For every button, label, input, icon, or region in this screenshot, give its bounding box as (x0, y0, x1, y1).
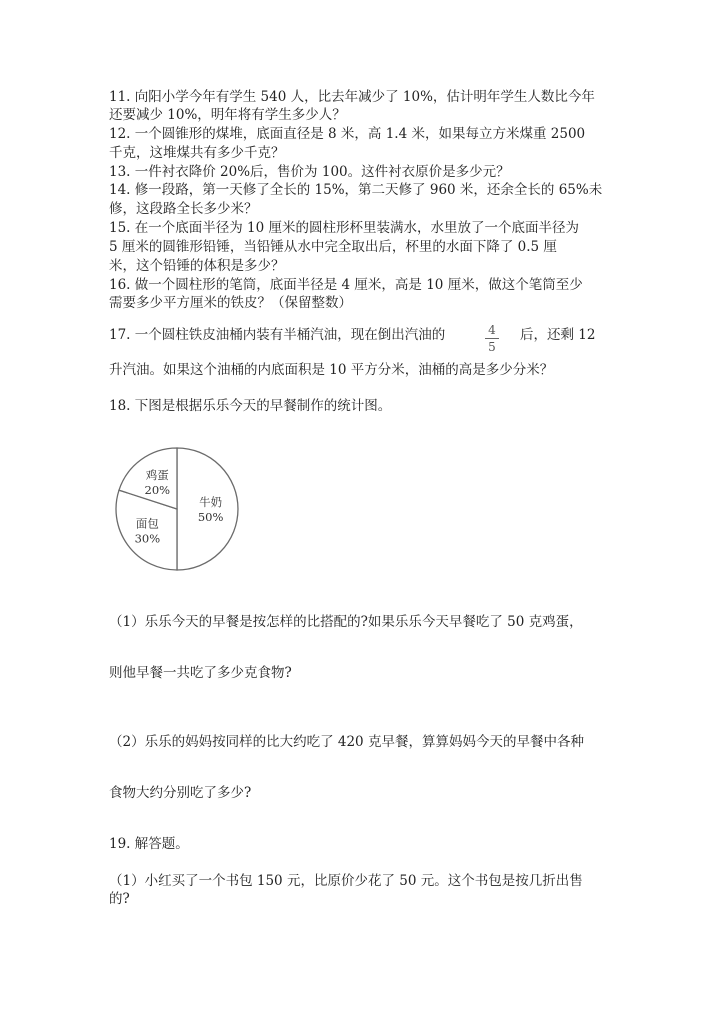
q17-fraction (482, 323, 502, 354)
q17-line1-after: 后，还剩 12 (520, 327, 596, 343)
q13-line1: 13. 一件衬衣降价 20%后，售价为 100。这件衬衣原价是多少元？ (109, 164, 510, 180)
q15-line3: 米，这个铅锤的体积是多少？ (109, 258, 285, 274)
q15-line1: 15. 在一个底面半径为 10 厘米的圆柱形杯里装满水，水里放了一个底面半径为 (109, 220, 580, 236)
q18-intro: 18. 下图是根据乐乐今天的早餐制作的统计图。 (109, 398, 392, 414)
q19-title: 19. 解答题。 (109, 836, 189, 852)
pie-label-value-0: 50% (197, 510, 224, 524)
breakfast-pie-chart (110, 442, 244, 576)
q17-line1-before: 17. 一个圆柱铁皮油桶内装有半桶汽油，现在倒出汽油的 (109, 327, 446, 343)
q11-line1: 11. 向阳小学今年有学生 540 人，比去年减少了 10%，估计明年学生人数比今年 (109, 89, 595, 105)
q17-line2: 升汽油。如果这个油桶的内底面积是 10 平方分米，油桶的高是多少分米？ (109, 362, 554, 378)
q11-line2: 还要减少 10%，明年将有学生多少人？ (109, 107, 346, 123)
q15-line2: 5 厘米的圆锥形铅锤，当铅锤从水中完全取出后，杯里的水面下降了 0.5 厘 (109, 239, 557, 255)
q18-sub2-line2: 食物大约分别吃了多少? (109, 785, 252, 801)
q16-line2: 需要多少平方厘米的铁皮？（保留整数） (109, 295, 352, 311)
pie-label-value-2: 20% (144, 482, 171, 497)
fraction-bar (485, 338, 499, 339)
pie-label-name-2: 鸡蛋 (145, 467, 169, 482)
fraction-numerator: 4 (488, 323, 496, 337)
pie-slice-0 (177, 448, 238, 570)
pie-label-name-0: 牛奶 (199, 495, 223, 509)
q14-line1: 14. 修一段路，第一天修了全长的 15%，第二天修了 960 米，还余全长的 65%未 (109, 182, 603, 198)
q18-sub2-line1: （2）乐乐的妈妈按同样的比大约吃了 420 克早餐，算算妈妈今天的早餐中各种 (109, 734, 584, 750)
q12-line1: 12. 一个圆锥形的煤堆，底面直径是 8 米，高 1.4 米，如果每立方米煤重 2500 (109, 126, 586, 142)
fraction-denominator: 5 (488, 340, 496, 354)
q14-line2: 修，这段路全长多少米？ (109, 201, 258, 217)
q19-sub1-line1: （1）小红买了一个书包 150 元，比原价少花了 50 元。这个书包是按几折出售 (109, 873, 583, 889)
q18-sub1-line2: 则他早餐一共吃了多少克食物? (109, 665, 292, 681)
q18-sub1-line1: （1）乐乐今天的早餐是按怎样的比搭配的?如果乐乐今天早餐吃了 50 克鸡蛋， (109, 614, 583, 630)
q16-line1: 16. 做一个圆柱形的笔筒，底面半径是 4 厘米，高是 10 厘米，做这个笔筒至少 (109, 277, 583, 293)
q19-sub1-line2: 的? (109, 891, 130, 907)
q12-line2: 千克，这堆煤共有多少千克？ (109, 145, 285, 161)
pie-label-name-1: 面包 (135, 516, 159, 531)
pie-label-value-1: 30% (134, 531, 161, 546)
